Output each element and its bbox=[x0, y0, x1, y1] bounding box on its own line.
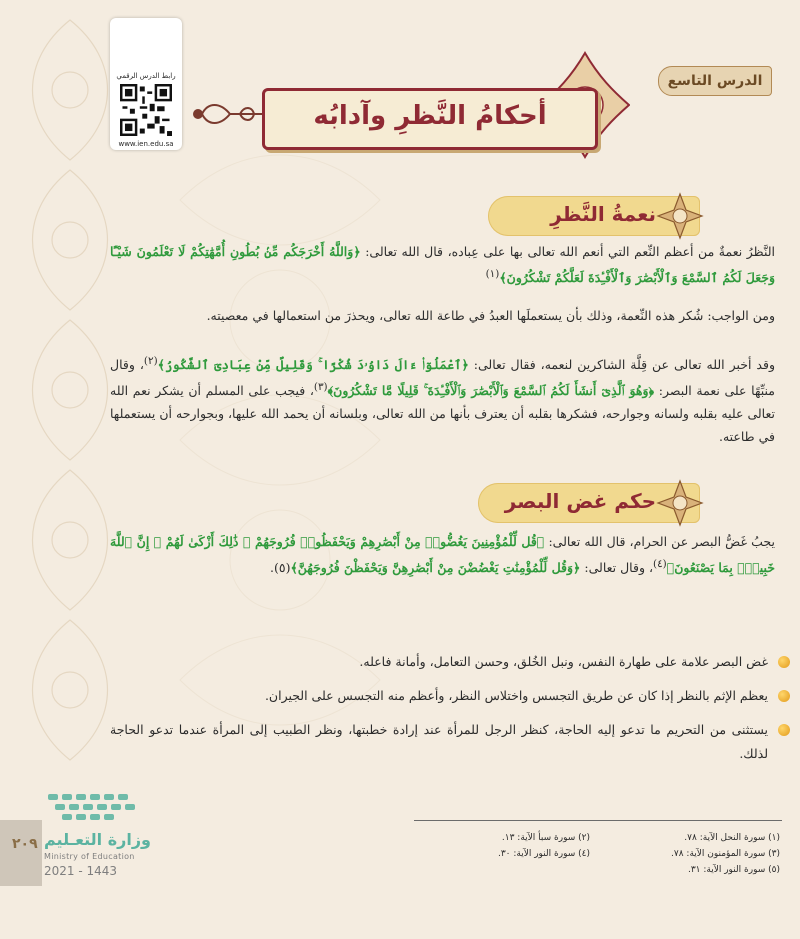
ministry-name-arabic: وزارة التعـليم bbox=[44, 830, 151, 849]
lesson-number-tab: الدرس التاسع bbox=[658, 66, 772, 96]
section-heading-blessing bbox=[488, 196, 700, 236]
text: ، فيجب على المسلم أن يشكر نعم الله تعالى عليه بقلبه ولسانه وجوارحه، فشكرها بقلبه أن يعترف بأنها من الله تعالى، وبلسانه أن يحمد الله عليها، وبجوارحه أن يستعملها في طاعته. bbox=[110, 383, 775, 445]
footnote-divider bbox=[414, 820, 782, 821]
bullet-icon bbox=[778, 724, 790, 736]
footnote-ref[interactable]: (١) bbox=[485, 268, 500, 280]
section-emblem-icon bbox=[656, 192, 704, 240]
footnote: (١) سورة النحل الآية: ٧٨. bbox=[684, 833, 780, 843]
footnotes-right-column bbox=[590, 830, 780, 878]
footnote-ref[interactable]: (٣) bbox=[313, 381, 328, 394]
bullet-list bbox=[110, 650, 792, 776]
footnote: (٣) سورة المؤمنون الآية: ٧٨. bbox=[671, 849, 780, 859]
section-heading-lowering-gaze bbox=[478, 483, 700, 523]
quran-verse: ﴿قُل لِّلْمُؤْمِنِينَ يَغُضُّوا۟ مِنْ أَبْصَٰرِهِمْ وَيَحْفَظُوا۟ فُرُوجَهُمْ ۚ ذَٰلِكَ أَزْكَىٰ لَهُمْ ۗ إِنَّ ٱللَّهَ خَبِيرٌۢ بِمَا يَصْنَعُونَ﴾ bbox=[110, 534, 775, 576]
quran-verse: ﴿وَهُوَ ٱلَّذِىٓ أَنشَأَ لَكُمُ ٱلسَّمْعَ وَٱلْأَبْصَٰرَ وَٱلْأَفْـِٔدَةَ ۚ قَلِيلًا مَّا تَشْكُرُونَ﴾ bbox=[327, 383, 655, 399]
text: ، وقال منبِّهًا على نعمة البصر: bbox=[110, 357, 775, 399]
lesson-title-box bbox=[262, 88, 598, 150]
qr-code-icon[interactable] bbox=[120, 84, 172, 136]
bullet-icon bbox=[778, 690, 790, 702]
section-emblem-icon bbox=[656, 479, 704, 527]
quran-verse: ﴿وَاللَّهُ أَخْرَجَكُم مِّنۢ بُطُونِ أُمَّهَٰتِكُمْ لَا تَعْلَمُونَ شَيْـًٔا وَجَعَلَ لَكُمُ ٱلسَّمْعَ وَٱلْأَبْصَٰرَ وَٱلْأَفْـِٔدَةَ لَعَلَّكُمْ تَشْكُرُونَ﴾ bbox=[110, 244, 775, 286]
text: ، وقال تعالى: bbox=[584, 560, 654, 576]
section1-paragraph-3 bbox=[110, 350, 775, 448]
edition-year: 2021 - 1443 bbox=[44, 864, 118, 878]
footnotes-left-column bbox=[400, 830, 590, 862]
ministry-logo-icon bbox=[44, 790, 148, 830]
list-item bbox=[110, 650, 792, 674]
page-number-tab bbox=[0, 820, 42, 886]
section-title: حكم غض البصر bbox=[504, 489, 656, 513]
footnote: (٥) سورة النور الآية: ٣١. bbox=[687, 865, 780, 875]
qr-label: رابط الدرس الرقمي bbox=[116, 72, 176, 80]
section1-paragraph-1 bbox=[110, 240, 775, 289]
section2-paragraph-1 bbox=[110, 530, 775, 579]
page-title: أحكامُ النَّظرِ وآدابُه bbox=[313, 101, 547, 131]
text: يجبُ غَضُّ البصر عن الحرام، قال الله تعالى: bbox=[548, 534, 775, 549]
list-item bbox=[110, 718, 792, 766]
page-number: ٢٠٩ bbox=[12, 836, 38, 852]
list-item-text: يستثنى من التحريم ما تدعو إليه الحاجة، كنظر الرجل للمرأة عند إرادة خطبتها، ونظر الطبيب إلى المرأة عندما تدعو الحاجة لذلك. bbox=[110, 722, 768, 761]
footnote: (٤) سورة النور الآية: ٣٠. bbox=[497, 849, 590, 859]
text: وقد أخبر الله تعالى عن قِلَّة الشاكرين لنعمه، فقال تعالى: bbox=[473, 357, 775, 373]
qr-url: www.ien.edu.sa bbox=[118, 140, 174, 148]
footnote-ref[interactable]: (٢) bbox=[143, 355, 158, 367]
footnote: (٢) سورة سبأ الآية: ١٣. bbox=[501, 833, 590, 843]
footnote-ref[interactable]: (٥). bbox=[270, 560, 291, 576]
quran-verse: ﴿وَقُل لِّلْمُؤْمِنَٰتِ يَغْضُضْنَ مِنْ أَبْصَٰرِهِنَّ وَيَحْفَظْنَ فُرُوجَهُنَّ﴾ bbox=[290, 560, 581, 576]
section-title: نعمةُ النَّظرِ bbox=[550, 202, 656, 226]
ministry-name-english: Ministry of Education bbox=[44, 852, 135, 861]
bullet-icon bbox=[778, 656, 790, 668]
section1-paragraph-2: ومن الواجب: شُكر هذه النِّعمة، وذلك بأن يستعملَها العبدُ في طاعة الله تعالى، ويحذرَ من استعمالها في معصيته. bbox=[206, 308, 775, 323]
list-item-text: غض البصر علامة على طهارة النفس، ونبل الخُلق، وحسن التعامل، وأمانة فاعله. bbox=[359, 654, 768, 669]
text: النَّظرُ نعمةٌ من أعظم النِّعم التي أنعم الله تعالى بها على عِباده، قال الله تعالى: bbox=[365, 244, 775, 259]
header-left-ornament bbox=[190, 94, 270, 134]
list-item bbox=[110, 684, 792, 708]
quran-verse: ﴿ٱعْمَلُوٓا۟ ءَالَ دَاوُۥدَ شُكْرًا ۚ وَقَلِيلٌ مِّنْ عِبَادِىَ ٱلشَّكُورُ﴾ bbox=[157, 357, 469, 373]
list-item-text: يعظم الإثم بالنظر إذا كان عن طريق التجسس واختلاس النظر، وأعظم منه التجسس على الجيران. bbox=[264, 688, 768, 703]
qr-card[interactable] bbox=[110, 18, 182, 150]
footnote-ref[interactable]: (٤) bbox=[653, 558, 667, 570]
